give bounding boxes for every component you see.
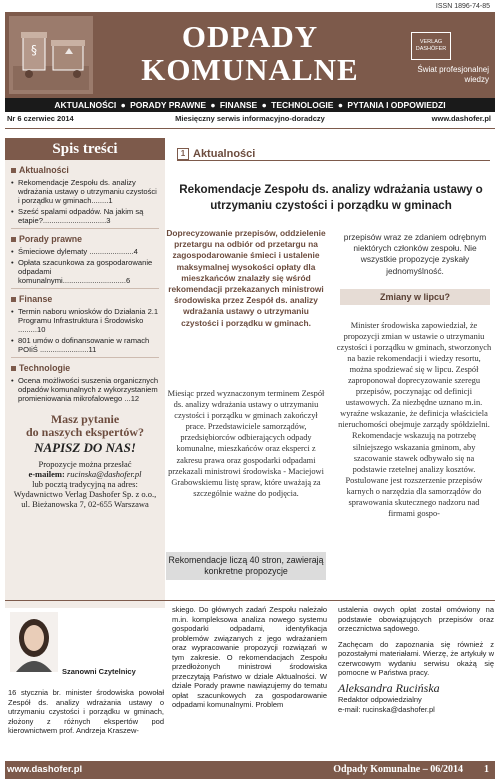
expert-email-link[interactable]: rucinska@dashofer.pl: [66, 469, 142, 479]
article-body: Miesiąc przed wyznaczonym terminem Zespół ds. analizy wdrażania ustawy o utrzymaniu czystości i porządku w gminach zakończył prace. Przedstawiciele samorządów, przedsiębiorców odbierających odpady komunalne, mieszkańców oraz eksperci z zakresu prawa oraz gospodarki odpadami przekazali ministrowi środowiska - Maciejowi Grabowskiemu listę spraw, które uważają za szczególnie ważne do podjęcia.: [167, 389, 325, 498]
toc-divider: [11, 288, 159, 289]
editor-portrait: [10, 612, 58, 672]
masthead-illustration: [9, 16, 93, 94]
toc-item[interactable]: • Rekomendacje Zespołu ds. analizy wdrażania ustawy o utrzymaniu czystości i porządku w gminach........1: [11, 178, 159, 205]
toc-item[interactable]: • Śmieciowe dylematy .....................4: [11, 247, 159, 256]
service-description: Miesięczny serwis informacyjno-doradczy: [175, 114, 325, 123]
toc-item[interactable]: • Sześć spalami odpadów. Na jakim są etapie?..............................3: [11, 207, 159, 225]
editor-email[interactable]: e-mail: rucinska@dashofer.pl: [338, 704, 435, 714]
issue-number: Nr 6 czerwiec 2014: [7, 114, 74, 123]
editorial-text: skiego. Do głównych zadań Zespołu należało m.in. kompleksowa analiza nowego systemu gospodarki odpadami, identyfikacja problemów związanych z jego wdrażaniem oraz wypracowanie propozycji rozwiązań w tym zakresie. O rekomendacjach Zespołu przedłożonych ministrowi środowiska przeczytają Państwo w dziale Aktualności. W dziale Porady prawne nawiązujemy do tematu opłat szacunkowych za gospodarowanie odpadami komunalnymi. Problem: [172, 605, 327, 709]
article-body-continued: przepisów wraz ze zdaniem odrębnym niektórych członków zespołu. Nie wszystkie propozycje zyskały jednomyślność.: [343, 232, 487, 276]
toc-section-technologie[interactable]: Technologie: [11, 362, 159, 374]
toc-title: Spis treści: [5, 138, 165, 160]
ask-expert-call: NAPISZ DO NAS!: [34, 440, 136, 455]
publication-title: ODPADY KOMUNALNE: [141, 19, 359, 87]
toc-item[interactable]: • Opłata szacunkowa za gospodarowanie odpadami komunalnymi..............................6: [11, 258, 159, 285]
footer-url[interactable]: www.dashofer.pl: [7, 764, 83, 775]
ask-expert-title: Masz pytanie do naszych ekspertów?: [25, 412, 144, 439]
footer-bar: [5, 761, 495, 779]
publisher-logo: VERLAG DASHÖFER: [411, 32, 451, 60]
issn-number: ISSN 1896-74-85: [435, 3, 490, 10]
toc-item[interactable]: • Termin naboru wniosków do Działania 2.1 Programu Infrastruktura i Środowisko .........10: [11, 307, 159, 334]
nav-item-porady-prawne[interactable]: PORADY PRAWNE: [130, 100, 207, 110]
nav-item-technologie[interactable]: TECHNOLOGIE: [271, 100, 334, 110]
article-section-label: [177, 148, 255, 160]
toc-section-aktualnosci[interactable]: Aktualności: [11, 164, 159, 176]
editorial-text: 16 stycznia br. minister środowiska powołał Zespół ds. analizy wdrażania ustawy o utrzymaniu czystości i porządku w gminach, złożony z różnych ekspertów pod kierownictwem prof. Andrzeja Kraszew-: [8, 688, 164, 735]
toc-item[interactable]: • 801 umów o dofinansowanie w ramach POIiŚ .......................11: [11, 336, 159, 354]
page-number: 1: [484, 764, 489, 775]
toc-divider: [11, 228, 159, 229]
toc-item[interactable]: • Ocena możliwości suszenia organicznych odpadów komunalnych z wykorzystaniem promieniowania mikrofalowego ...12: [11, 376, 159, 403]
toc-divider: [11, 357, 159, 358]
section-name: Aktualności: [193, 148, 256, 160]
nav-item-aktualnosci[interactable]: AKTUALNOŚCI: [54, 100, 117, 110]
article-subheading: Zmiany w lipcu?: [340, 289, 490, 305]
nav-item-pytania[interactable]: PYTANIA I ODPOWIEDZI: [347, 100, 446, 110]
section-number: 1: [177, 148, 189, 160]
ask-expert-contact: Propozycje można przesłać e-mailem: rucinska@dashofer.pl lub pocztą tradycyjną na adres: Wydawnictwo Verlag Dashofer Sp. z o.o., ul. Bieżanowska 7, 02-655 Warszawa: [13, 459, 157, 509]
editor-role: Redaktor odpowiedzialny: [338, 695, 422, 704]
pull-quote: Rekomendacje liczą 40 stron, zawierają konkretne propozycje: [166, 552, 326, 580]
editorial-text-closing: ustalenia owych opłat został omówiony na podstawie obowiązujących przepisów oraz orzecznictwa sądowego. Zachęcam do zapoznania się również z pozostałymi materiałami. Wierzę, że artykuły w czerwcowym wydaniu serwisu okażą się pomocne w Państwa pracy. Aleksandra Rucińska Redaktor odpowiedzialny e-mail: rucinska@dashofer.pl: [338, 605, 494, 714]
article-title: Rekomendacje Zespołu ds. analizy wdrażania ustawy o utrzymaniu czystości i porządku w gminach: [179, 183, 483, 212]
publisher-slogan: Świat profesjonalnej wiedzy: [417, 65, 489, 84]
nav-item-finanse[interactable]: FINANSE: [219, 100, 258, 110]
issue-info-bar: [5, 114, 495, 126]
table-of-contents: [5, 138, 165, 608]
svg-text:§: §: [31, 43, 37, 57]
toc-section-porady-prawne[interactable]: Porady prawne: [11, 233, 159, 245]
toc-section-finanse[interactable]: Finanse: [11, 293, 159, 305]
divider: [5, 128, 495, 129]
editor-signature: Aleksandra Rucińska: [338, 680, 440, 695]
article-lead: Doprecyzowanie przepisów, oddzielenie przetargu na odbiór od przetargu na zagospodarowanie śmieci i ustalenie maksymalnej wysokości opłaty dla mieszkańców znalazły się wśród rekomendacji przekazanych ministrowi środowiska przez Zespół ds. analizy wdrażania ustawy o utrzymaniu czystości i porządku w gminach.: [166, 228, 326, 328]
divider: [177, 160, 490, 161]
divider: [5, 600, 495, 601]
site-url[interactable]: www.dashofer.pl: [431, 114, 491, 123]
topic-nav-bar: AKTUALNOŚCI ● PORADY PRAWNE ● FINANSE ● TECHNOLOGIE ● PYTANIA I ODPOWIEDZI: [5, 98, 495, 112]
article-body-subsection: Minister środowiska zapowiedział, że propozycji zmian w ustawie o utrzymaniu czystości i porządku w gminach, stworzonych na bazie rekomendacji i wiedzy resortu, można spodziewać się w lipcu. Zespół zaproponował doprecyzowanie szeregu przepisów, poczynając od definicji ustawowych. Za niezbędne uznano m.in. wyraźne wskazanie, że definicja właściciela nieruchomości obejmuje zarządy spółdzielni. Rekomendacje wskazują na potrzebę silniejszego wskazania gminom, aby szacowanie stawek odbywało się na podstawie rzetelnej analizy kosztów. Postulowane jest rozszerzenie przepisów karnych o narzędzia dla samorządów do sprawowania skutecznego nadzoru nad firmami gospo-: [336, 321, 492, 518]
letter-greeting: Szanowni Czytelnicy: [62, 667, 136, 676]
footer-journal: Odpady Komunalne – 06/2014: [333, 764, 463, 775]
masthead: [5, 12, 495, 98]
